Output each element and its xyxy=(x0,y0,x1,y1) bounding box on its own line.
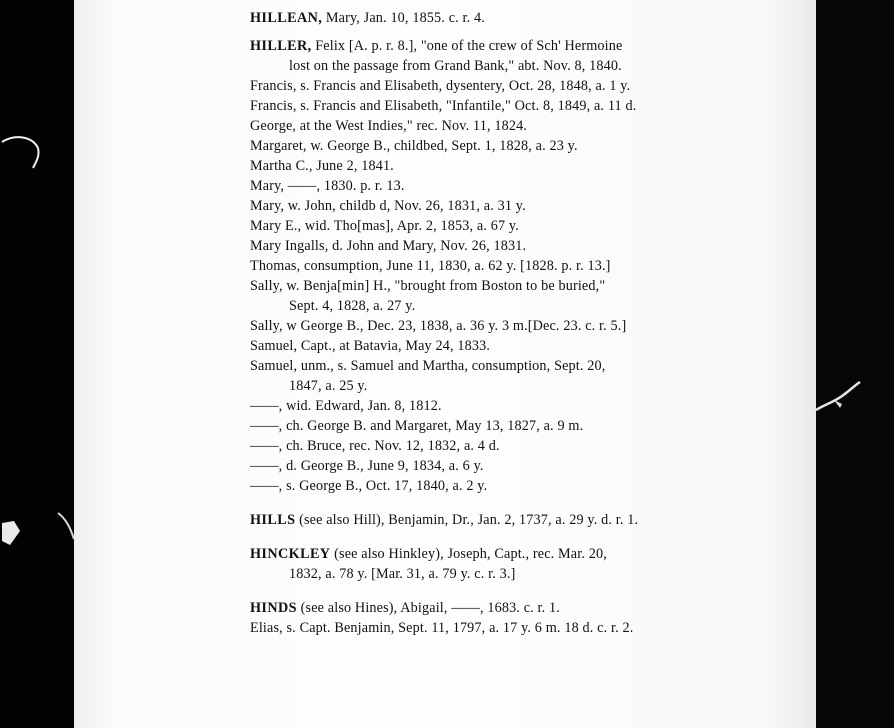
surname-heading: HILLEAN, xyxy=(250,10,323,26)
text-line: Margaret, w. George B., childbed, Sept. 1, 1828, a. 23 y. xyxy=(250,138,578,154)
entry-hiller xyxy=(250,36,790,496)
entry-text: Mary, Jan. 10, 1855. c. r. 4. xyxy=(322,10,485,26)
text-line: Martha C., June 2, 1841. xyxy=(250,158,394,174)
text-line xyxy=(250,36,790,56)
genealogy-text xyxy=(250,8,790,638)
text-line: Sept. 4, 1828, a. 27 y. xyxy=(289,298,416,314)
text-line: Mary Ingalls, d. John and Mary, Nov. 26, 1831. xyxy=(250,238,527,254)
entry-hills xyxy=(250,510,790,530)
text-line: Mary, ——, 1830. p. r. 13. xyxy=(250,178,405,194)
surname-heading: HILLS xyxy=(250,512,296,528)
text-line: 1847, a. 25 y. xyxy=(289,378,368,394)
text-line: ——, ch. George B. and Margaret, May 13, 1827, a. 9 m. xyxy=(250,418,584,434)
text-line: Sally, w George B., Dec. 23, 1838, a. 36 y. 3 m.[Dec. 23. c. r. 5.] xyxy=(250,318,627,334)
text-line xyxy=(250,598,790,618)
surname-heading: HINDS xyxy=(250,600,297,616)
text-line: Francis, s. Francis and Elisabeth, "Infantile," Oct. 8, 1849, a. 11 d. xyxy=(250,98,637,114)
text-line xyxy=(250,544,790,564)
text-line: Mary E., wid. Tho[mas], Apr. 2, 1853, a. 67 y. xyxy=(250,218,519,234)
text-line: ——, ch. Bruce, rec. Nov. 12, 1832, a. 4 d. xyxy=(250,438,500,454)
surname-heading: HILLER, xyxy=(250,38,312,54)
text-line: ——, d. George B., June 9, 1834, a. 6 y. xyxy=(250,458,484,474)
text-line: Thomas, consumption, June 11, 1830, a. 62 y. [1828. p. r. 13.] xyxy=(250,258,611,274)
text-line: ——, wid. Edward, Jan. 8, 1812. xyxy=(250,398,442,414)
text-line xyxy=(250,510,790,530)
text-line: Samuel, unm., s. Samuel and Martha, consumption, Sept. 20, xyxy=(250,358,606,374)
text-line xyxy=(250,8,790,28)
text-line: Mary, w. John, childb d, Nov. 26, 1831, a. 31 y. xyxy=(250,198,526,214)
entry-text: (see also Hinkley), Joseph, Capt., rec. Mar. 20, xyxy=(330,546,607,562)
entry-text: Felix [A. p. r. 8.], "one of the crew of Sch' Hermoine xyxy=(311,38,623,54)
right-margin-shadow xyxy=(816,0,894,728)
text-line: ——, s. George B., Oct. 17, 1840, a. 2 y. xyxy=(250,478,488,494)
text-line: Sally, w. Benja[min] H., "brought from Boston to be buried," xyxy=(250,278,606,294)
text-line: 1832, a. 78 y. [Mar. 31, a. 79 y. c. r. 3.] xyxy=(289,566,516,582)
text-line: George, at the West Indies," rec. Nov. 11, 1824. xyxy=(250,118,528,134)
scan-artifact-left-bottom xyxy=(0,505,80,560)
entry-text: (see also Hines), Abigail, ——, 1683. c. r. 1. xyxy=(296,600,560,616)
text-line: lost on the passage from Grand Bank," abt. Nov. 8, 1840. xyxy=(289,58,622,74)
entry-hinds xyxy=(250,598,790,638)
text-line: Samuel, Capt., at Batavia, May 24, 1833. xyxy=(250,338,491,354)
entry-hillean xyxy=(250,8,790,28)
entry-hinckley xyxy=(250,544,790,584)
text-line: Elias, s. Capt. Benjamin, Sept. 11, 1797, a. 17 y. 6 m. 18 d. c. r. 2. xyxy=(250,620,634,636)
scan-artifact-left-top xyxy=(0,130,48,180)
surname-heading: HINCKLEY xyxy=(250,546,331,562)
text-line: Francis, s. Francis and Elisabeth, dysentery, Oct. 28, 1848, a. 1 y. xyxy=(250,78,631,94)
entry-text: (see also Hill), Benjamin, Dr., Jan. 2, 1737, a. 29 y. d. r. 1. xyxy=(295,512,639,528)
scan-artifact-right xyxy=(812,378,864,414)
